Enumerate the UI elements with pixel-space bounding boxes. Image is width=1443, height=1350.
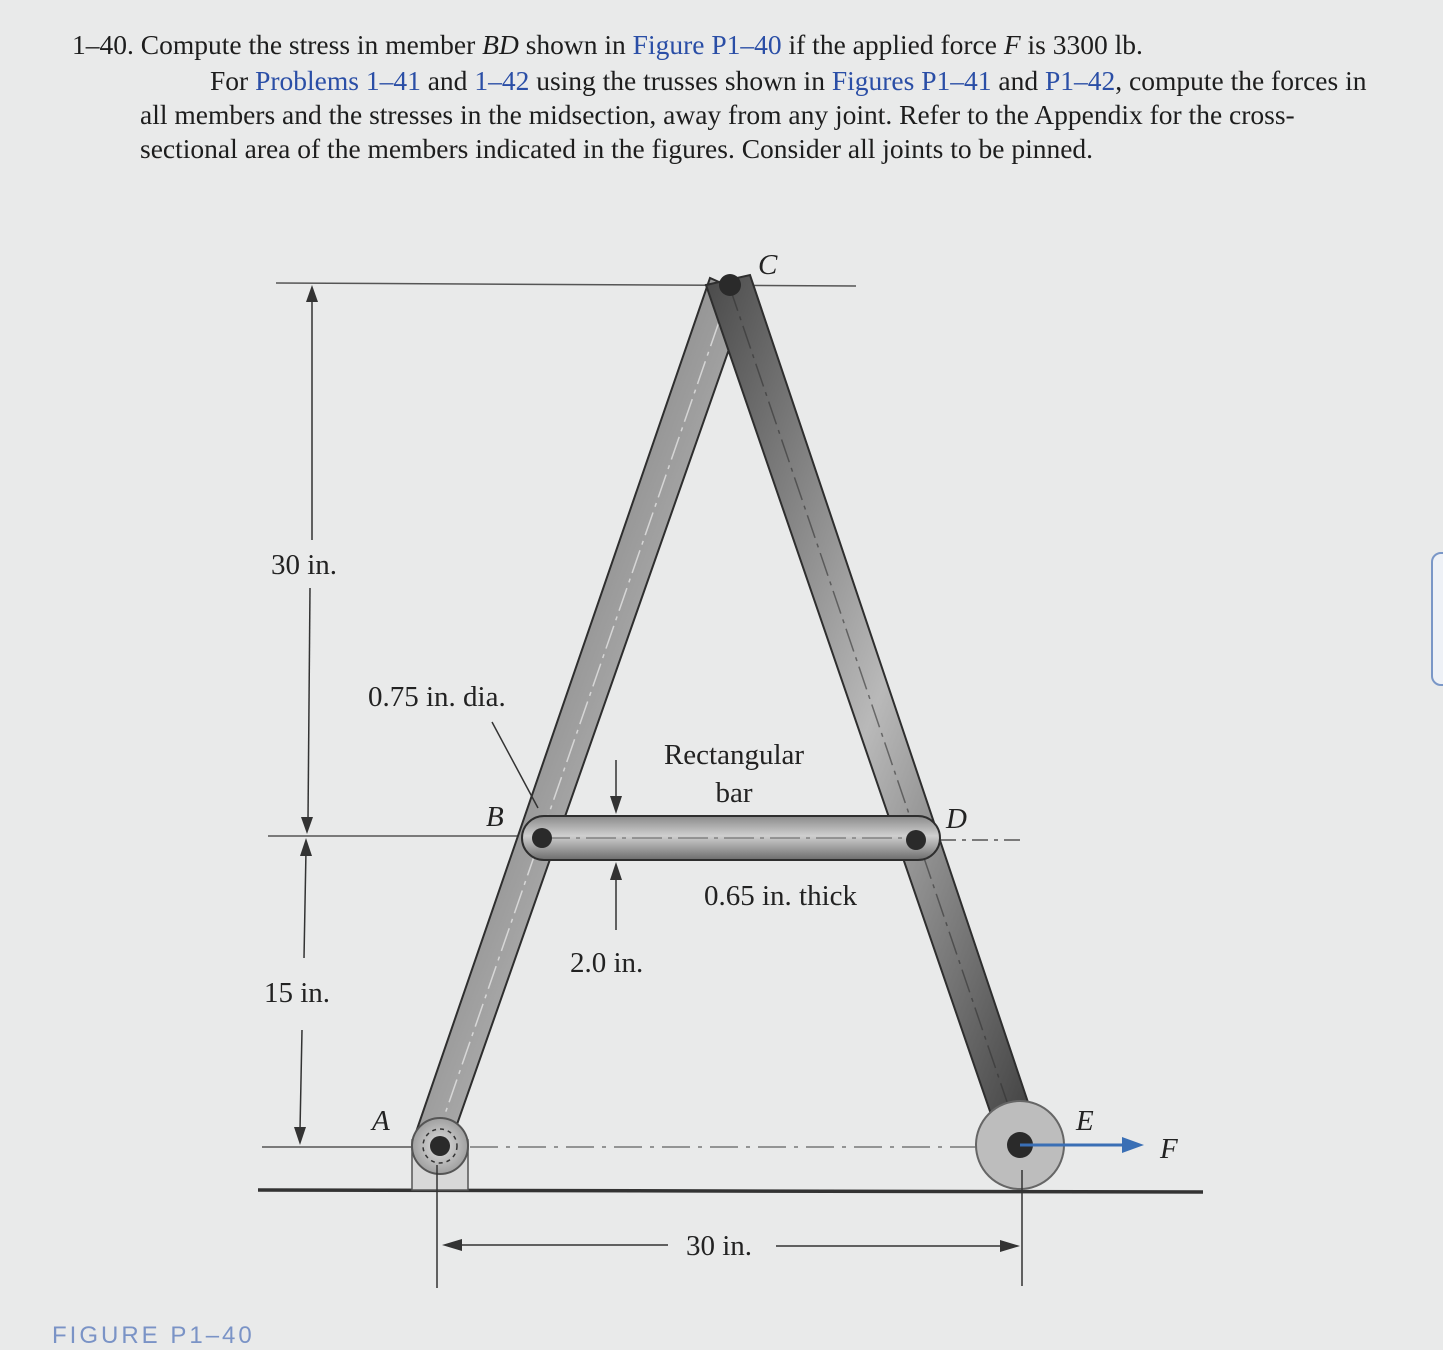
figures-link[interactable]: Figures P1–41 <box>831 65 992 96</box>
label-bar: bar <box>715 777 753 809</box>
label-thickness: 0.65 in. thick <box>704 880 858 912</box>
label-rectangular: Rectangular <box>663 739 805 771</box>
label-30-in-vertical: 30 in. <box>271 549 338 581</box>
problems-link[interactable]: Problems 1–41 <box>255 65 421 96</box>
figure-link-2[interactable]: P1–42 <box>1044 65 1116 96</box>
label-joint-a: A <box>372 1105 390 1137</box>
problem-number: 1–40. <box>72 29 134 60</box>
pin-d <box>906 830 926 850</box>
problem-link-2[interactable]: 1–42 <box>474 65 530 96</box>
figure-link[interactable]: Figure P1–40 <box>632 29 782 60</box>
problems-1-41-1-42: For Problems 1–41 and 1–42 using the trusses shown in Figures P1–41 and P1–42, compute the forces in all members and the stresses in the midsection, away from any joint. Refer to the Appendix for the cross-sectional area of the members indicated in the figures. Consider all joints to be pinned. <box>140 65 1367 164</box>
label-joint-b: B <box>486 801 504 833</box>
dimension-30-horizontal <box>437 1165 1022 1288</box>
figure-caption: FIGURE P1–40 <box>52 1322 255 1349</box>
label-bar-height: 2.0 in. <box>570 947 644 979</box>
member-name: BD <box>482 29 519 60</box>
top-reference-line <box>276 283 856 286</box>
problem-1-40: 1–40. Compute the stress in member BD shown in Figure P1–40 if the applied force F is 3300 lb. <box>72 29 1143 60</box>
pin-c <box>719 274 741 296</box>
label-joint-c: C <box>758 249 778 281</box>
label-diameter: 0.75 in. dia. <box>368 681 506 713</box>
label-30-in-horizontal: 30 in. <box>686 1230 753 1262</box>
page-edge-tab <box>1431 552 1443 686</box>
label-joint-d: D <box>946 803 967 835</box>
label-joint-e: E <box>1076 1105 1094 1137</box>
label-15-in-vertical: 15 in. <box>264 977 331 1009</box>
dia-leader <box>492 722 538 808</box>
pin-b <box>532 828 552 848</box>
member-ac <box>414 278 748 1150</box>
label-force-f: F <box>1160 1133 1178 1165</box>
support-a <box>412 1118 468 1190</box>
ground-line <box>258 1190 1203 1192</box>
member-ce <box>706 275 1040 1152</box>
